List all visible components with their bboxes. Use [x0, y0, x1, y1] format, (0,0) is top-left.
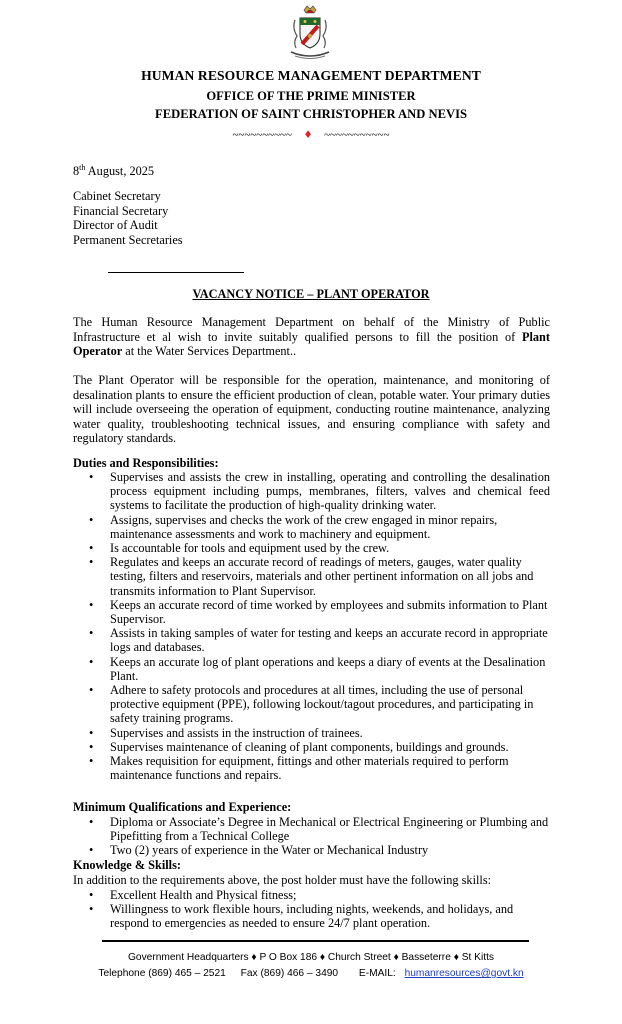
skills-list	[73, 888, 550, 931]
list-item: • Keeps an accurate log of plant operations and keeps a diary of events at the Desalination Plant.	[73, 655, 550, 683]
list-item: • Willingness to work flexible hours, including nights, weekends, and holidays, and respond to emergencies as needed to ensure 24/7 plant operation.	[73, 902, 550, 930]
list-item: • Supervises and assists in the instruction of trainees.	[73, 726, 550, 740]
duties-heading: Duties and Responsibilities:	[73, 456, 219, 470]
duties-list	[73, 470, 550, 782]
footer-fax: Fax (869) 466 – 3490	[240, 968, 339, 979]
office-title: OFFICE OF THE PRIME MINISTER	[206, 89, 416, 103]
letter-date: 8th August, 2025	[73, 163, 155, 179]
recipient: Cabinet Secretary	[73, 189, 161, 203]
list-item: • Assigns, supervises and checks the work of the crew engaged in minor repairs, maintenance assessments and work to machinery and equipment.	[73, 513, 550, 541]
qualifications-heading: Minimum Qualifications and Experience:	[73, 800, 292, 814]
divider-tilde-right: ~~~~~~~~~~~	[324, 129, 390, 141]
federation-title: FEDERATION OF SAINT CHRISTOPHER AND NEVIS	[155, 107, 467, 121]
list-item: • Diploma or Associate’s Degree in Mechanical or Electrical Engineering or Plumbing and Pipefitting from a Technical College	[73, 815, 550, 843]
coat-of-arms-logo	[287, 4, 333, 64]
qualifications-list	[73, 815, 550, 858]
vacancy-title: VACANCY NOTICE – PLANT OPERATOR	[192, 287, 430, 301]
list-item: • Assists in taking samples of water for testing and keeps an accurate record in appropriate logs and databases.	[73, 626, 550, 654]
skills-heading: Knowledge & Skills:	[73, 858, 181, 872]
recipient: Permanent Secretaries	[73, 232, 183, 247]
email-link[interactable]: humanresources@govt.kn	[404, 968, 524, 979]
list-item: • Regulates and keeps an accurate record of readings of meters, gauges, water quality testing, filters and reservoirs, materials and other pertinent information on all jobs and transmits information to Plant Supervisor.	[73, 555, 550, 598]
list-item: • Supervises maintenance of cleaning of plant components, buildings and grounds.	[73, 740, 550, 754]
divider-tilde-left: ~~~~~~~~~~	[232, 129, 292, 141]
footer-contacts	[0, 968, 622, 979]
summary-paragraph: The Plant Operator will be responsible for the operation, maintenance, and monitoring of desalination plants to ensure the efficient production of clean, potable water. Your primary duties will include overseeing the operation of equipment, conducting routine maintenance, analyzing water quality, troubleshooting technical issues, and ensuring compliance with safety and regulatory standards.	[73, 373, 550, 446]
skills-intro: In addition to the requirements above, the post holder must have the following skills:	[73, 873, 492, 887]
list-item: • Adhere to safety protocols and procedures at all times, including the use of personal protective equipment (PPE), following lockout/tagout procedures, and participating in safety training programs.	[73, 683, 550, 726]
intro-paragraph: The Human Resource Management Department on behalf of the Ministry of Public Infrastructure et al wish to invite suitably qualified persons to fill the position of Plant Operator at the Water Services Department..	[73, 315, 550, 359]
diamond-icon: ♦	[304, 126, 312, 141]
signature-line	[108, 272, 244, 273]
footer-address: Government Headquarters ♦ P O Box 186 ♦ Church Street ♦ Basseterre ♦ St Kitts	[127, 952, 494, 963]
recipient: Director of Audit	[73, 218, 158, 232]
footer-telephone: Telephone (869) 465 – 2521	[98, 968, 226, 979]
header-divider	[0, 126, 622, 142]
department-title: HUMAN RESOURCE MANAGEMENT DEPARTMENT	[141, 68, 481, 83]
list-item: • Is accountable for tools and equipment used by the crew.	[73, 541, 550, 555]
list-item: • Makes requisition for equipment, fittings and other materials required to perform maintenance functions and repairs.	[73, 754, 550, 782]
list-item: • Supervises and assists the crew in installing, operating and controlling the desalination process equipment including pumps, membranes, filters, valves and chemical feed systems to facilitate the production of high-quality drinking water.	[73, 470, 550, 513]
recipient: Financial Secretary	[73, 203, 169, 218]
list-item: • Keeps an accurate record of time worked by employees and submits information to Plant Supervisor.	[73, 598, 550, 626]
footer-divider	[102, 940, 529, 942]
list-item: • Excellent Health and Physical fitness;	[73, 888, 550, 902]
footer-email: E-MAIL: humanresources@govt.kn	[358, 968, 524, 979]
list-item: • Two (2) years of experience in the Water or Mechanical Industry	[73, 843, 550, 857]
